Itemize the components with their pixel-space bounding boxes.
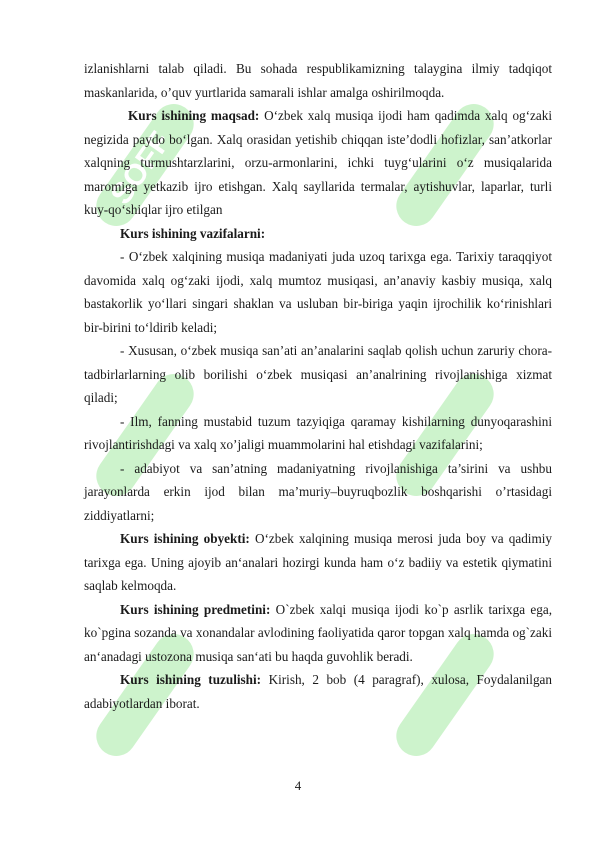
section-heading: Kurs ishining tuzulishi: [120,672,262,687]
page-number: 4 [294,778,302,793]
paragraph: - Ilm, fanning mustabid tuzum tazyiqiga qaramay kishilarning dunyoqarashini rivojlantirishdagi va xalq xo’jaligi muammolarini hal etishdagi vazifalarini; [84,413,552,452]
paragraph-tasks-heading [84,222,552,246]
document-body [84,57,552,715]
section-heading: Kurs ishining maqsad: [128,108,260,123]
watermark-text: SOFF [104,126,178,211]
section-heading: Kurs ishining predmetini: [120,601,271,617]
paragraph-goal: Kurs ishining maqsad: O‘zbek xalq musiqa ijodi ham qadimda xalq og‘zaki negizida paydo bo‘lgan. Xalq orasidan yetishib chiqqan iste’dodli hofizlar, san’atkorlar xalqning turmushtarzlarini, orzu-armonlarini, ichki tuyg‘ularini o‘z musiqalarida maromiga yetkazib ijro etishgan. Xalq sayllarida termalar, aytishuvlar, laparlar, turli kuy-qo‘shiqlar ijro etilgan [84,108,552,217]
section-heading: Kurs ishining vazifalarni: [120,225,266,241]
section-heading: Kurs ishining obyekti: [120,531,250,546]
paragraph-subject: Kurs ishining predmetini: O`zbek xalqi musiqa ijodi ko`p asrlik tarixga ega, ko`pgina sozanda va xonandalar avlodining faoliyatida qaror topgan xalq hamda og`zaki an‘anadagi ustozona musiqa san‘ati bu haqda guvohlik beradi. [84,601,553,664]
paragraph-structure: Kurs ishining tuzulishi: Kirish, 2 bob (4 paragraf), xulosa, Foydalanilgan adabiyotlardan iborat. [84,672,553,711]
paragraph: izlanishlarni talab qiladi. Bu sohada respublikamizning talaygina ilmiy tadqiqot maskanlarida, o’quv yurtlarida samarali ishlar amalga oshirilmoqda. [84,61,552,100]
paragraph: - adabiyot va san’atning madaniyatning rivojlanishiga ta’sirini va ushbu jarayonlarda erkin ijod bilan ma’muriy–buyruqbozlik boshqarishi o’rtasidagi ziddiyatlarni; [84,460,552,523]
paragraph-object: Kurs ishining obyekti: O‘zbek xalqining musiqa merosi juda boy va qadimiy tarixga ega. Uning ajoyib an‘analari hozirgi kunda ham o‘z badiiy va estetik qiymatini saqlab kelmoqda. [84,531,552,593]
paragraph: - Xususan, o‘zbek musiqa san’ati an’analarini saqlab qolish uchun zaruriy chora-tadbirlarlarning olib borilishi o‘zbek musiqasi an’analrining rivojlanishiga xizmat qiladi; [84,343,552,405]
paragraph: - O‘zbek xalqining musiqa madaniyati juda uzoq tarixga ega. Tarixiy taraqqiyot davomida xalq og‘zaki ijodi, xalq mumtoz musiqasi, an’anaviy kasbiy musiqa, xalq bastakorlik yo‘llari singari shaklan va usluban bir-biriga yaqin ijrochilik ko‘rinishlari bir-birini to‘ldirib keladi; [84,249,552,335]
